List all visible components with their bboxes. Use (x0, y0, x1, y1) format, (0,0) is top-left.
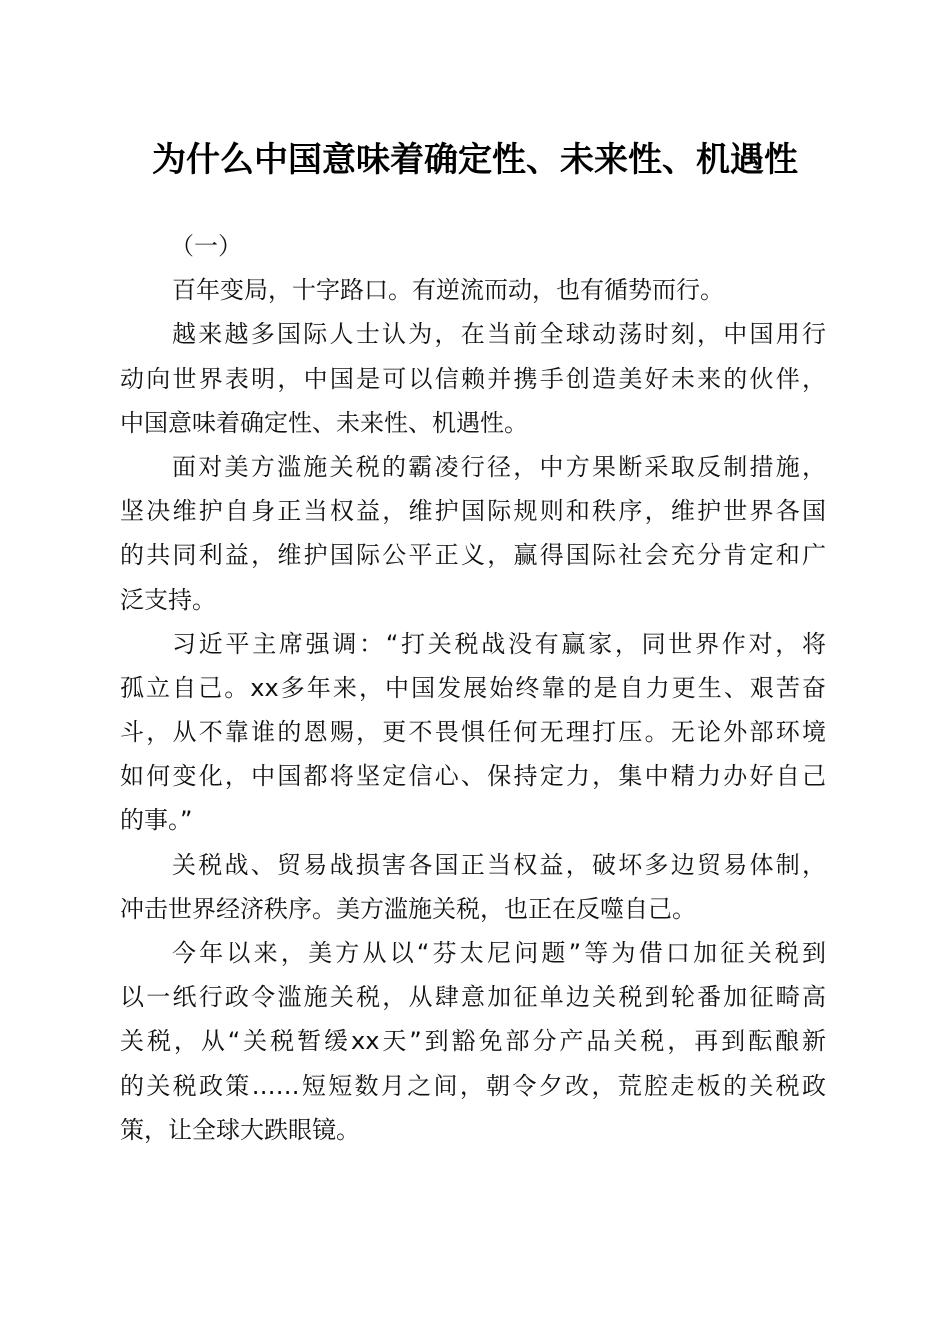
paragraph-line: 习近平主席强调：“打关税战没有赢家，同世界作对，将 (172, 629, 826, 658)
paragraph (120, 312, 826, 445)
paragraph-line: 中国意味着确定性、未来性、机遇性。 (120, 408, 528, 437)
paragraph-line: 斗，从不靠谁的恩赐，更不畏惧任何无理打压。无论外部环境 (120, 718, 826, 747)
document-body (120, 224, 826, 1152)
paragraph-line: 以一纸行政令滥施关税，从肆意加征单边关税到轮番加征畸高 (120, 983, 826, 1012)
paragraph (120, 843, 826, 931)
paragraph-line: 的事。” (120, 806, 193, 835)
paragraph-line: 越来越多国际人士认为，在当前全球动荡时刻，中国用行 (172, 320, 826, 349)
paragraph-line: 关税战、贸易战损害各国正当权益，破坏多边贸易体制， (172, 850, 826, 879)
paragraph-line: 的共同利益，维护国际公平正义，赢得国际社会充分肯定和广 (120, 541, 826, 570)
paragraph-line: 百年变局，十字路口。有逆流而动，也有循势而行。 (172, 276, 724, 305)
paragraph-line: 策，让全球大跌眼镜。 (120, 1115, 360, 1144)
paragraph-line: 如何变化，中国都将坚定信心、保持定力，集中精力办好自己 (120, 762, 826, 791)
document-title: 为什么中国意味着确定性、未来性、机遇性 (152, 140, 798, 180)
paragraph-line: 泛支持。 (120, 585, 216, 614)
paragraph-line: 冲击世界经济秩序。美方滥施关税，也正在反噬自己。 (120, 894, 696, 923)
paragraph-line: 孤立自己。xx多年来，中国发展始终靠的是自力更生、艰苦奋 (120, 673, 826, 702)
paragraph (120, 445, 826, 622)
paragraph (120, 931, 826, 1152)
paragraph-line: 动向世界表明，中国是可以信赖并携手创造美好未来的伙伴， (120, 364, 826, 393)
section-heading: （一） (170, 232, 242, 260)
paragraph (120, 268, 826, 312)
paragraph-line: 的关税政策……短短数月之间，朝令夕改，荒腔走板的关税政 (120, 1071, 826, 1100)
paragraph-line: 关税，从“关税暂缓xx天”到豁免部分产品关税，再到酝酿新 (120, 1027, 826, 1056)
paragraph-line: 面对美方滥施关税的霸凌行径，中方果断采取反制措施， (172, 452, 826, 481)
paragraph-line: 坚决维护自身正当权益，维护国际规则和秩序，维护世界各国 (120, 497, 826, 526)
paragraph-line: 今年以来，美方从以“芬太尼问题”等为借口加征关税到 (172, 939, 826, 967)
paragraph (120, 622, 826, 843)
